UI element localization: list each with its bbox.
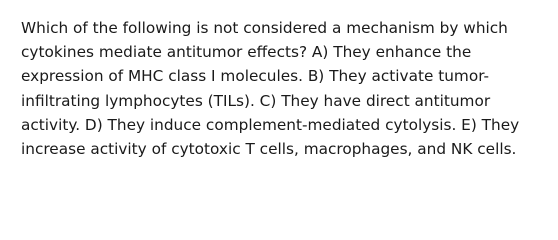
question-line: cytokines mediate antitumor effects? A) They enhance the [21,43,472,62]
question-line: infiltrating lymphocytes (TILs). C) They have direct antitumor [21,91,491,110]
question-line: Which of the following is not considered a mechanism by which [21,19,508,37]
question-line: activity. D) They induce complement-mediated cytolysis. E) They [21,115,520,134]
question-line: increase activity of cytotoxic T cells, macrophages, and NK cells. [21,140,517,159]
question-line: expression of MHC class I molecules. B) They activate tumor- [21,67,490,86]
